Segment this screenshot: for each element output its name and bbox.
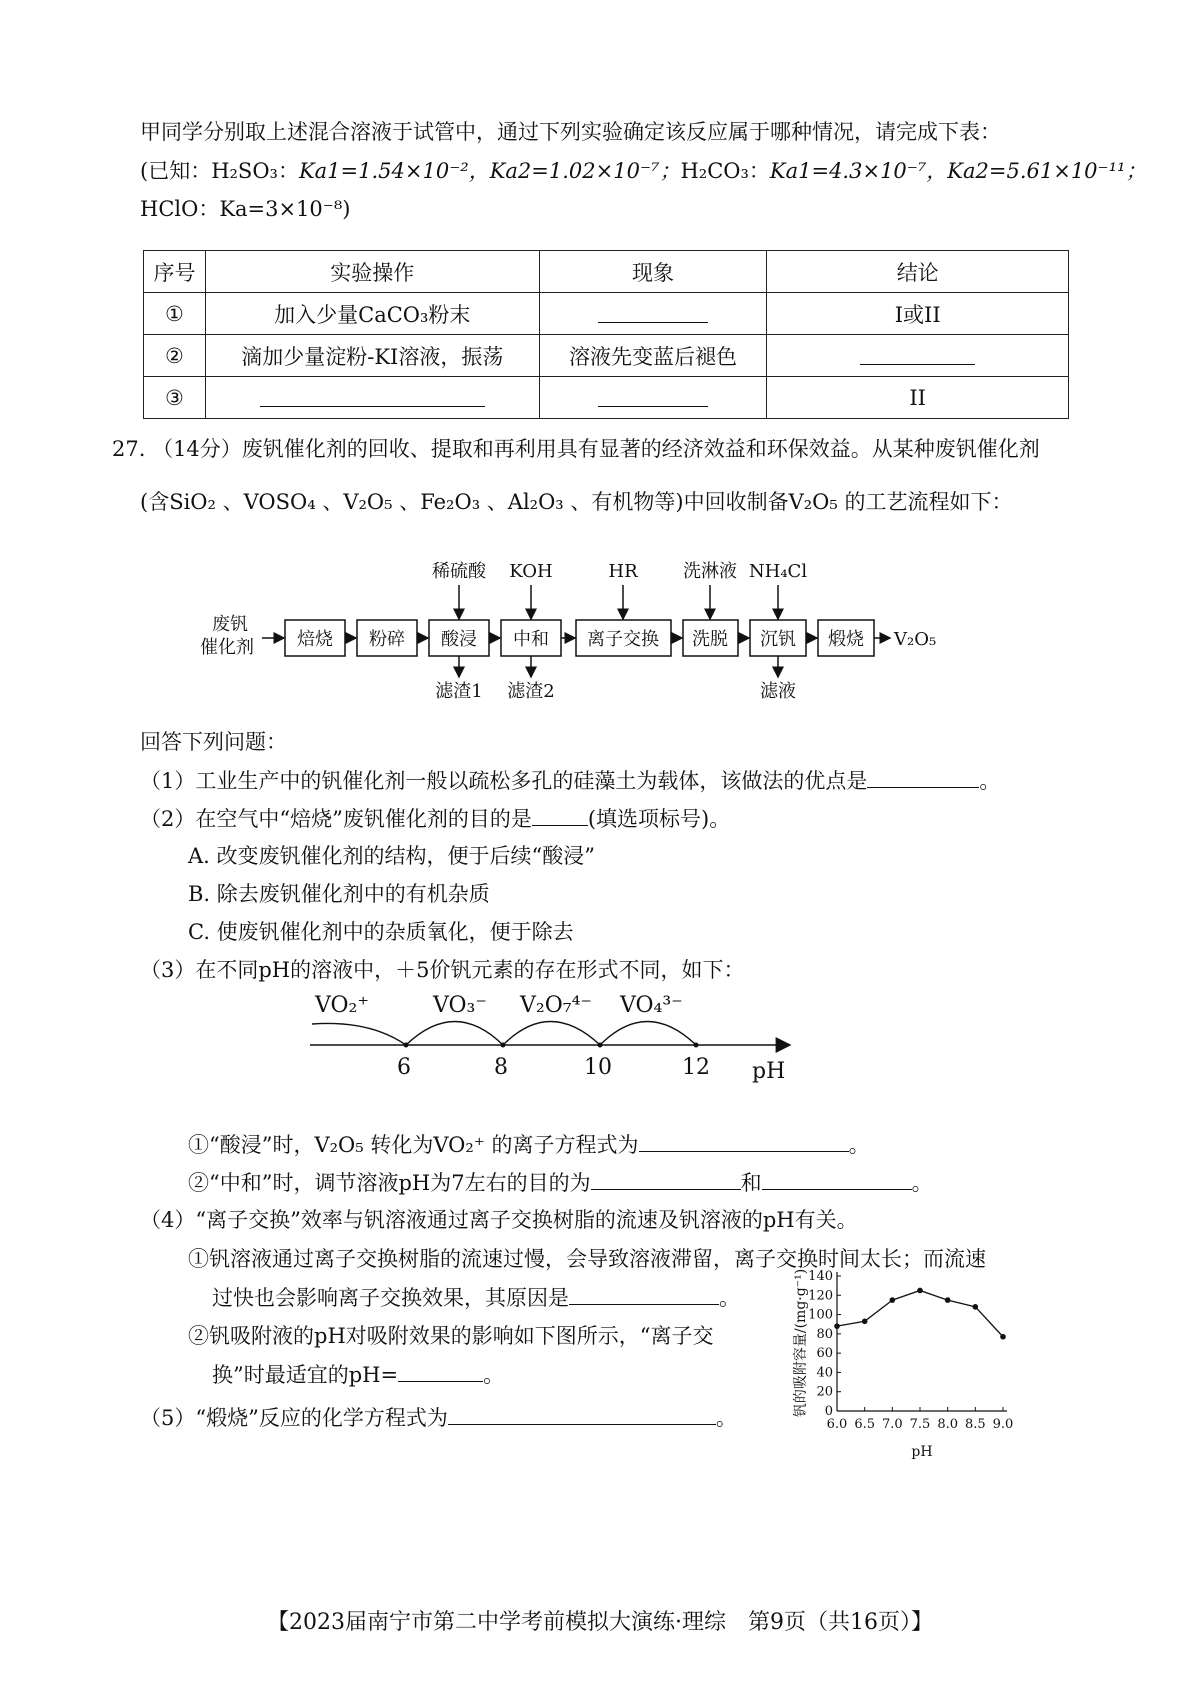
option-c: C. 使废钒催化剂中的杂质氧化，便于除去 bbox=[188, 920, 574, 944]
flow-input: 洗淋液 bbox=[683, 561, 737, 582]
y-tick-label: 140 bbox=[808, 1269, 833, 1284]
operation-cell: 加入少量CaCO₃粉末 bbox=[205, 293, 539, 335]
header-cell: 现象 bbox=[539, 251, 767, 293]
flow-step: 酸浸 bbox=[441, 629, 477, 650]
table-row bbox=[144, 335, 1069, 377]
flow-input: NH₄Cl bbox=[748, 561, 808, 582]
question-3-1: ①“酸浸”时，V₂O₅ 转化为VO₂⁺ 的离子方程式为 。 bbox=[188, 1129, 870, 1160]
data-point bbox=[862, 1319, 868, 1325]
h2co3-label: H₂CO₃： bbox=[680, 159, 770, 183]
operation-cell: 滴加少量淀粉-KI溶液，振荡 bbox=[205, 335, 539, 377]
row-number: ② bbox=[144, 335, 206, 377]
y-tick-label: 0 bbox=[824, 1404, 833, 1419]
x-tick-label: 9.0 bbox=[992, 1417, 1014, 1432]
data-point bbox=[917, 1288, 923, 1294]
flow-start: 废钒 bbox=[212, 614, 248, 635]
phenomenon-cell: 溶液先变蓝后褪色 bbox=[539, 335, 767, 377]
h2so3-ka2: Ka2=1.02×10⁻⁷； bbox=[489, 159, 681, 183]
question-4-2a: ②钒吸附液的pH对吸附效果的影响如下图所示，“离子交 bbox=[188, 1324, 714, 1348]
flow-step: 洗脱 bbox=[692, 629, 728, 650]
flow-start: 催化剂 bbox=[200, 637, 254, 658]
ph-tick: 10 bbox=[584, 1055, 612, 1080]
y-tick-label: 60 bbox=[816, 1346, 833, 1362]
flow-product: V₂O₅ bbox=[894, 629, 937, 650]
chart-ylabel: 钒的吸附容量/(mg·g⁻¹) bbox=[793, 1268, 809, 1418]
flow-step: 沉钒 bbox=[760, 629, 796, 650]
data-point bbox=[890, 1297, 896, 1303]
y-tick-label: 120 bbox=[808, 1288, 833, 1304]
x-tick-label: 6.0 bbox=[826, 1417, 848, 1432]
question-1: （1）工业生产中的钒催化剂一般以疏松多孔的硅藻土为载体，该做法的优点是 。 bbox=[140, 765, 1000, 796]
conclusion-cell: II bbox=[767, 377, 1069, 419]
species-name: VO₂⁺ bbox=[315, 993, 369, 1018]
known-constants bbox=[140, 156, 1146, 186]
chart-xlabel: pH bbox=[911, 1444, 933, 1460]
answer-blank[interactable] bbox=[569, 1282, 719, 1305]
answer-blank[interactable] bbox=[532, 803, 588, 826]
row-number: ③ bbox=[144, 377, 206, 419]
flow-step: 粉碎 bbox=[369, 629, 405, 650]
known-open: (已知： bbox=[140, 159, 212, 183]
table-row bbox=[144, 293, 1069, 335]
header-cell: 结论 bbox=[767, 251, 1069, 293]
flow-input: 稀硫酸 bbox=[432, 561, 486, 582]
y-tick-label: 20 bbox=[816, 1384, 833, 1400]
operation-blank[interactable] bbox=[205, 377, 539, 419]
experiment-table bbox=[143, 250, 1069, 419]
species-name: V₂O₇⁴⁻ bbox=[520, 993, 592, 1018]
answer-blank[interactable] bbox=[398, 1359, 483, 1382]
series-line bbox=[837, 1290, 1003, 1336]
page-footer: 【2023届南宁市第二中学考前模拟大演练·理综 第9页（共16页）】 bbox=[267, 1610, 933, 1635]
question-4: （4）“离子交换”效率与钒溶液通过离子交换树脂的流速及钒溶液的pH有关。 bbox=[140, 1208, 858, 1232]
flow-output: 滤渣1 bbox=[435, 681, 483, 702]
header-cell: 序号 bbox=[144, 251, 206, 293]
hclo-constant: HClO：Ka=3×10⁻⁸) bbox=[140, 197, 351, 221]
option-b: B. 除去废钒催化剂中的有机杂质 bbox=[188, 882, 490, 906]
phenomenon-blank[interactable] bbox=[539, 293, 767, 335]
phenomenon-blank[interactable] bbox=[539, 377, 767, 419]
ph-tick: 8 bbox=[494, 1055, 508, 1080]
data-point bbox=[834, 1323, 840, 1329]
option-a: A. 改变废钒催化剂的结构，便于后续“酸浸” bbox=[188, 844, 595, 868]
q27-materials: (含SiO₂ 、VOSO₄ 、V₂O₅ 、Fe₂O₃ 、Al₂O₃ 、有机物等)中回收制备V₂O₅ 的工艺流程如下： bbox=[140, 490, 1013, 514]
h2so3-label: H₂SO₃： bbox=[211, 159, 299, 183]
h2so3-ka1: Ka1=1.54×10⁻²， bbox=[298, 159, 490, 183]
x-tick-label: 7.5 bbox=[909, 1417, 931, 1432]
data-point bbox=[973, 1304, 979, 1310]
answer-blank[interactable] bbox=[591, 1167, 741, 1190]
flow-input: HR bbox=[608, 561, 638, 582]
ph-axis-label: pH bbox=[752, 1059, 786, 1084]
y-tick-label: 100 bbox=[808, 1307, 833, 1323]
intro-line: 甲同学分别取上述混合溶液于试管中，通过下列实验确定该反应属于哪种情况，请完成下表： bbox=[140, 120, 1001, 144]
process-flow-diagram bbox=[200, 555, 1000, 705]
question-5: （5）“煅烧”反应的化学方程式为 。 bbox=[140, 1402, 737, 1433]
flow-input: KOH bbox=[509, 561, 553, 582]
x-tick-label: 8.5 bbox=[964, 1417, 986, 1432]
answer-blank[interactable] bbox=[639, 1129, 849, 1152]
ph-tick: 12 bbox=[682, 1055, 710, 1080]
species-name: VO₃⁻ bbox=[433, 993, 487, 1018]
q27-title: 27. （14分）废钒催化剂的回收、提取和再利用具有显著的经济效益和环保效益。从某种废钒催化剂 bbox=[112, 437, 1040, 461]
y-tick-label: 40 bbox=[816, 1365, 833, 1381]
conclusion-cell: I或II bbox=[767, 293, 1069, 335]
question-3: （3）在不同pH的溶液中，＋5价钒元素的存在形式不同，如下： bbox=[140, 958, 745, 982]
question-4-1b: 过快也会影响离子交换效果，其原因是 。 bbox=[212, 1282, 740, 1313]
vanadium-species-diagram bbox=[300, 990, 820, 1100]
x-tick-label: 7.0 bbox=[881, 1417, 903, 1432]
answer-header: 回答下列问题： bbox=[140, 730, 287, 754]
flow-step: 煅烧 bbox=[828, 629, 864, 650]
table-header-row bbox=[144, 251, 1069, 293]
x-tick-label: 6.5 bbox=[854, 1417, 876, 1432]
question-4-2b: 换”时最适宜的pH= 。 bbox=[212, 1359, 504, 1390]
data-point bbox=[1000, 1334, 1006, 1340]
question-4-1a: ①钒溶液通过离子交换树脂的流速过慢，会导致溶液滞留，离子交换时间太长；而流速 bbox=[188, 1247, 986, 1271]
answer-blank[interactable] bbox=[867, 765, 979, 788]
header-cell: 实验操作 bbox=[205, 251, 539, 293]
flow-step: 焙烧 bbox=[297, 629, 333, 650]
question-2: （2）在空气中“焙烧”废钒催化剂的目的是 (填选项标号)。 bbox=[140, 803, 730, 834]
question-3-2: ②“中和”时，调节溶液pH为7左右的目的为 和 。 bbox=[188, 1167, 933, 1198]
row-number: ① bbox=[144, 293, 206, 335]
ph-tick: 6 bbox=[397, 1055, 411, 1080]
y-tick-label: 80 bbox=[816, 1326, 833, 1342]
data-point bbox=[945, 1297, 951, 1303]
flow-output: 滤渣2 bbox=[507, 681, 555, 702]
flow-output: 滤液 bbox=[760, 681, 796, 702]
x-tick-label: 8.0 bbox=[937, 1417, 959, 1432]
answer-blank[interactable] bbox=[448, 1402, 716, 1425]
answer-blank[interactable] bbox=[762, 1167, 912, 1190]
h2co3-ka2: Ka2=5.61×10⁻¹¹； bbox=[947, 159, 1147, 183]
conclusion-blank[interactable] bbox=[767, 335, 1069, 377]
species-name: VO₄³⁻ bbox=[620, 993, 683, 1018]
table-row bbox=[144, 377, 1069, 419]
flow-step: 中和 bbox=[513, 629, 549, 650]
flow-step: 离子交换 bbox=[587, 629, 659, 650]
h2co3-ka1: Ka1=4.3×10⁻⁷， bbox=[769, 159, 948, 183]
adsorption-chart bbox=[785, 1268, 1030, 1463]
